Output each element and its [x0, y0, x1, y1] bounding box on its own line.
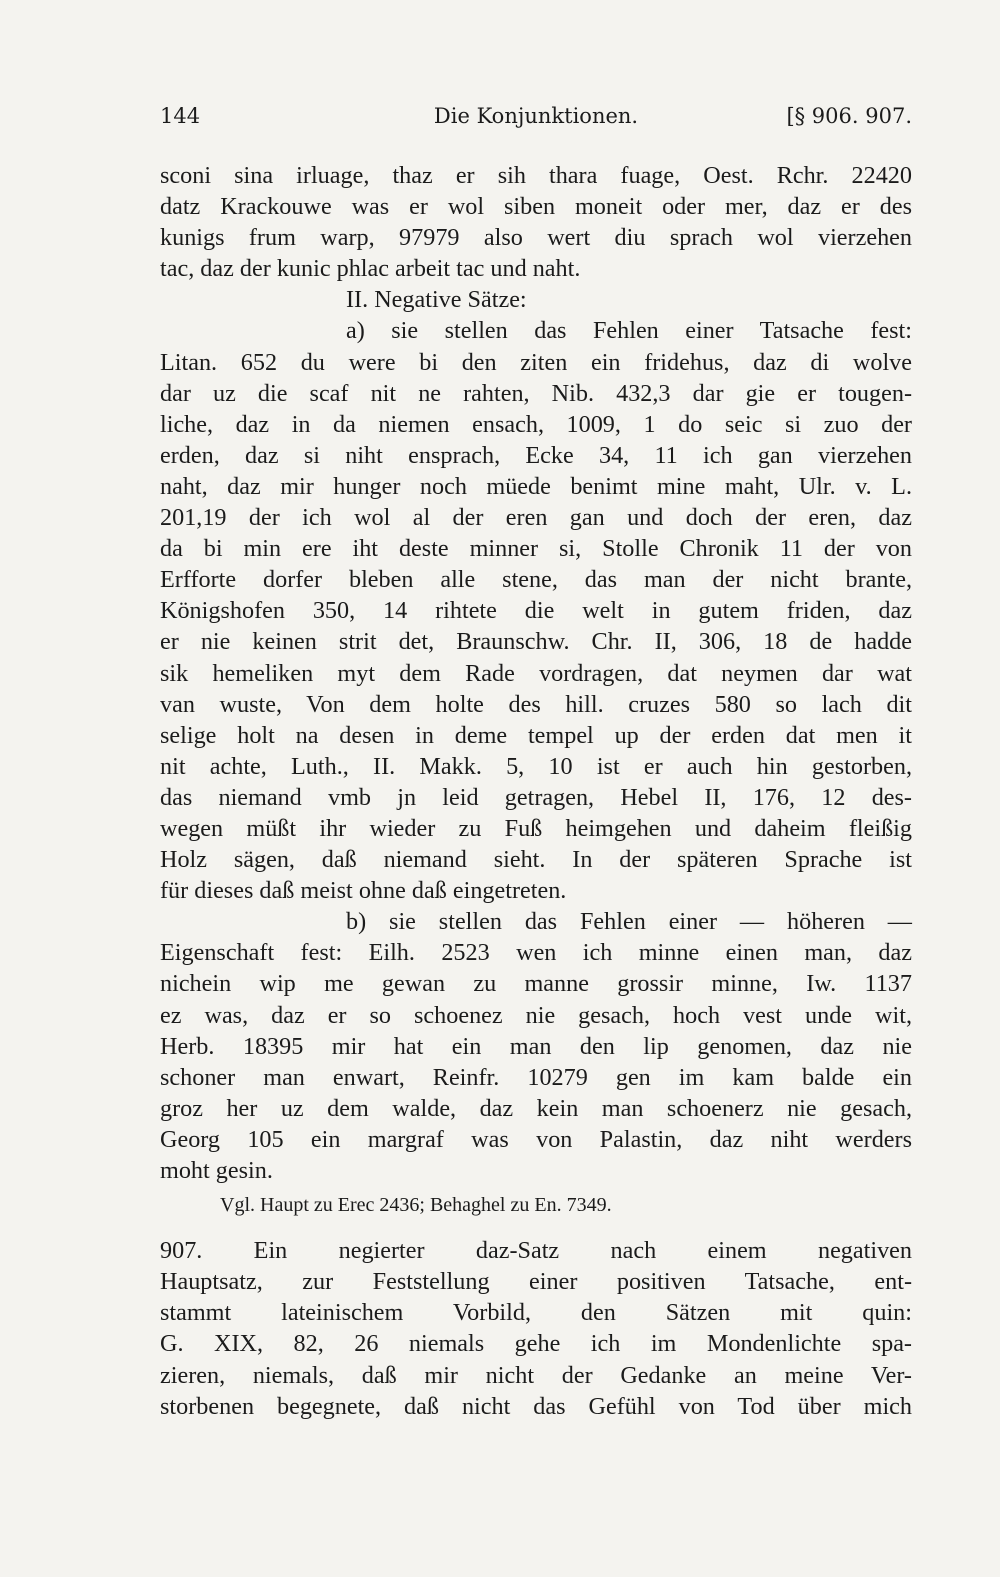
text-line: naht, daz mir hunger noch müede benimt mine maht, Ulr. v. L. [160, 472, 912, 500]
text-line: für dieses daß meist ohne daß eingetreten. [160, 877, 567, 905]
text-line: erden, daz si niht ensprach, Ecke 34, 11 ich gan vierzehen [160, 441, 912, 469]
section-reference: [§ 906. 907. [786, 104, 912, 128]
text-line: Holz sägen, daß niemand sieht. In der späteren Sprache ist [160, 846, 912, 874]
text-line: Eigenschaft fest: Eilh. 2523 wen ich minne einen man, daz [160, 939, 912, 967]
reference-note: Vgl. Haupt zu Erec 2436; Behaghel zu En. 7349. [220, 1194, 612, 1217]
text-line: sconi sina irluage, thaz er sih thara fuage, Oest. Rchr. 22420 [160, 162, 912, 189]
text-line: da bi min ere iht deste minner si, Stolle Chronik 11 der von [160, 535, 912, 563]
subheading-negative: II. Negative Sätze: [346, 286, 527, 314]
subheading-a: a) sie stellen das Fehlen einer Tatsache fest: [346, 317, 912, 345]
text-line: selige holt na desen in deme tempel up der erden dat men it [160, 721, 912, 749]
text-line: schoner man enwart, Reinfr. 10279 gen im kam balde ein [160, 1063, 912, 1091]
text-line: er nie keinen strit det, Braunschw. Chr. II, 306, 18 de hadde [160, 628, 912, 656]
text-line: Hauptsatz, zur Feststellung einer positiven Tatsache, ent- [160, 1268, 912, 1296]
text-line: stammt lateinischem Vorbild, den Sätzen mit quin: [160, 1299, 912, 1327]
text-line: nit achte, Luth., II. Makk. 5, 10 ist er auch hin gestorben, [160, 752, 912, 780]
page-body [160, 160, 912, 1422]
text-line: moht gesin. [160, 1157, 273, 1184]
text-line: kunigs frum warp, 97979 also wert diu sprach wol vierzehen [160, 224, 912, 252]
text-line: datz Krackouwe was er wol siben moneit oder mer, daz er des [160, 193, 912, 221]
page-number: 144 [160, 104, 201, 128]
running-header [160, 104, 912, 138]
text-line: storbenen begegnete, daß nicht das Gefühl von Tod über mich [160, 1392, 912, 1420]
text-line: tac, daz der kunic phlac arbeit tac und naht. [160, 255, 581, 283]
text-line: Erfforte dorfer bleben alle stene, das man der nicht brante, [160, 566, 912, 594]
text-line: nichein wip me gewan zu manne grossir minne, Iw. 1137 [160, 970, 912, 998]
subheading-b: b) sie stellen das Fehlen einer — höheren — [346, 908, 912, 936]
text-line: ez was, daz er so schoenez nie gesach, hoch vest unde wit, [160, 1001, 912, 1029]
text-line: das niemand vmb jn leid getragen, Hebel II, 176, 12 des- [160, 783, 912, 811]
text-line: groz her uz dem walde, daz kein man schoenerz nie gesach, [160, 1094, 912, 1122]
section-907-start: 907. Ein negierter daz-Satz nach einem negativen [160, 1237, 912, 1265]
text-line: zieren, niemals, daß mir nicht der Gedanke an meine Ver- [160, 1361, 912, 1389]
text-line: Königshofen 350, 14 rihtete die welt in gutem friden, daz [160, 597, 912, 625]
text-line: dar uz die scaf nit ne rahten, Nib. 432,3 dar gie er tougen- [160, 379, 912, 407]
text-line: 201,19 der ich wol al der eren gan und doch der eren, daz [160, 504, 912, 532]
text-line: Georg 105 ein margraf was von Palastin, daz niht werders [160, 1125, 912, 1153]
running-title: Die Konjunktionen. [433, 104, 639, 128]
text-line: van wuste, Von dem holte des hill. cruzes 580 so lach dit [160, 690, 912, 718]
text-line: G. XIX, 82, 26 niemals gehe ich im Mondenlichte spa- [160, 1330, 912, 1358]
text-line: Herb. 18395 mir hat ein man den lip genomen, daz nie [160, 1032, 912, 1060]
text-line: wegen müßt ihr wieder zu Fuß heimgehen und daheim fleißig [160, 814, 912, 842]
text-line: sik hemeliken myt dem Rade vordragen, dat neymen dar wat [160, 659, 912, 687]
text-line: Litan. 652 du were bi den ziten ein fridehus, daz di wolve [160, 348, 912, 376]
text-line: liche, daz in da niemen ensach, 1009, 1 do seic si zuo der [160, 410, 912, 438]
